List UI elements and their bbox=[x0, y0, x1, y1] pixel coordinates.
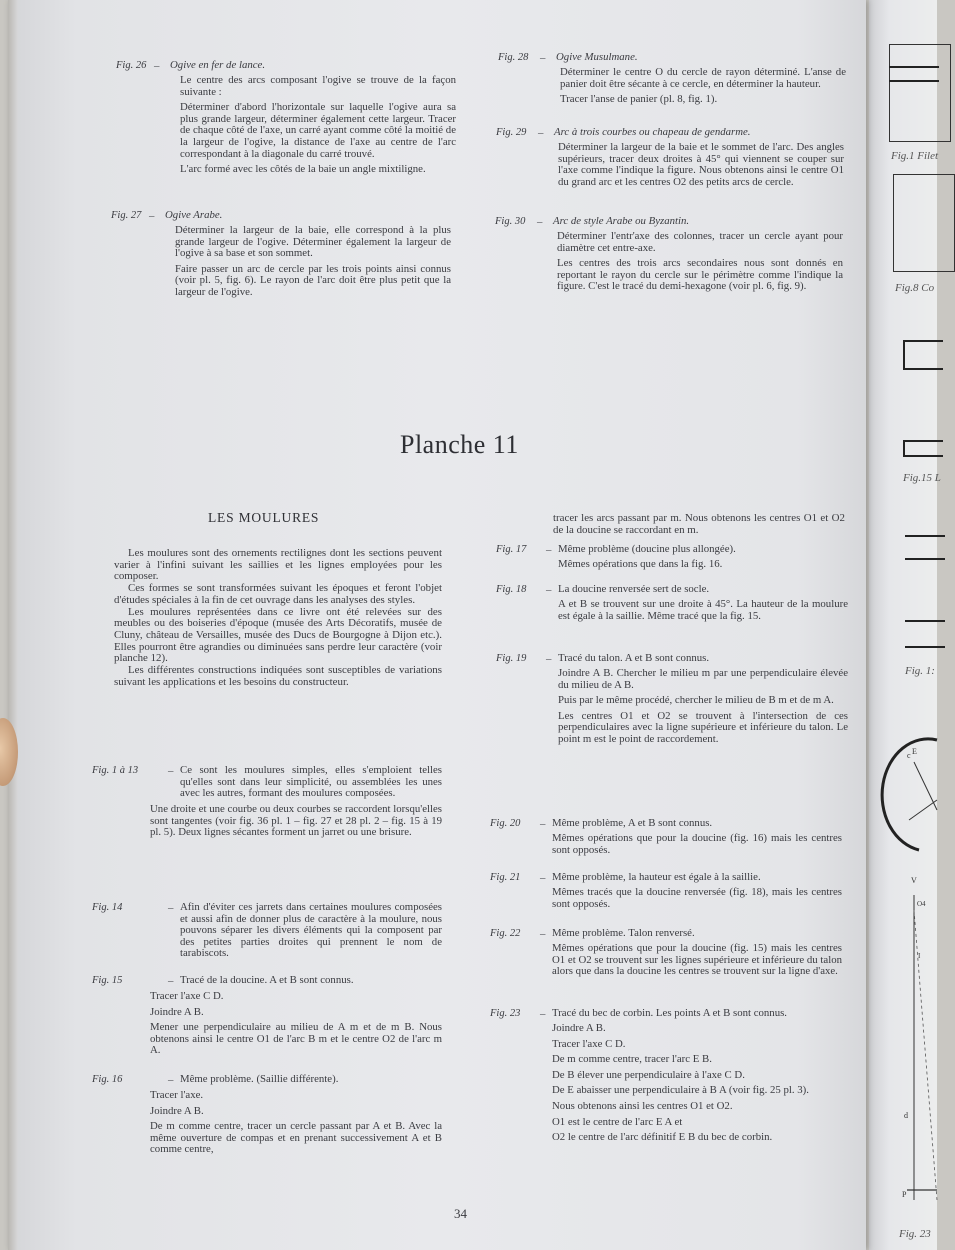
figure-label: Fig. 17 bbox=[496, 544, 527, 555]
figure-paragraph: O1 est le centre de l'arc E A et bbox=[552, 1115, 683, 1128]
figure-label: Fig. 22 bbox=[490, 928, 521, 939]
figure-body bbox=[558, 599, 848, 622]
figure-paragraph: Puis par le même procédé, chercher le milieu de B m et de m A. bbox=[558, 694, 834, 707]
neighbor-label: d bbox=[904, 1111, 908, 1120]
dash-separator: – bbox=[168, 902, 174, 914]
dash-separator: – bbox=[538, 127, 544, 139]
figure-label: Fig. 20 bbox=[490, 818, 521, 829]
book-page bbox=[8, 0, 866, 1250]
figure-label: Fig. 26 bbox=[116, 60, 147, 71]
dash-separator: – bbox=[540, 928, 546, 940]
figure-paragraph: De m comme centre, tracer l'arc E B. bbox=[552, 1053, 712, 1066]
dash-separator: – bbox=[154, 60, 160, 72]
figure-body bbox=[558, 559, 848, 571]
figure-paragraph: Nous obtenons ainsi les centres O1 et O2. bbox=[552, 1099, 733, 1112]
figure-title: La doucine renversée sert de socle. bbox=[558, 583, 710, 595]
figure-paragraph: Les centres O1 et O2 se trouvent à l'intersection de ces perpendiculaires avec la ligne supérieure et inférieure du talon. Le point m est le point de raccordement. bbox=[558, 709, 848, 745]
page-number: 34 bbox=[454, 1206, 467, 1221]
figure-paragraph: A et B se trouvent sur une droite à 45°. La hauteur de la moulure est égale à la saillie. Même tracé que la fig. 15. bbox=[558, 598, 848, 622]
figure-title: Ogive Musulmane. bbox=[556, 51, 638, 63]
figure-title: Arc de style Arabe ou Byzantin. bbox=[553, 215, 690, 227]
figure-paragraph: Tracer l'anse de panier (pl. 8, fig. 1). bbox=[560, 93, 718, 106]
figure-body bbox=[552, 943, 842, 978]
figure-paragraph: Le centre des arcs composant l'ogive se trouve de la façon suivante : bbox=[180, 74, 456, 98]
neighbor-construction-drawing bbox=[869, 700, 937, 1250]
neighbor-caption: Fig. 1: bbox=[905, 665, 935, 677]
figure-title: Tracé du bec de corbin. Les points A et B sont connus. bbox=[552, 1007, 788, 1019]
figure-body bbox=[552, 833, 842, 856]
figure-label: Fig. 23 bbox=[490, 1008, 521, 1019]
neighbor-caption: Fig. 23 bbox=[899, 1228, 931, 1240]
plate-title: Planche 11 bbox=[400, 430, 519, 459]
figure-label: Fig. 28 bbox=[498, 52, 529, 63]
adjacent-page bbox=[869, 0, 941, 1250]
neighbor-label: O4 bbox=[917, 900, 926, 908]
figure-body bbox=[560, 67, 846, 106]
figure-paragraph: Déterminer la largeur de la baie, elle correspond à la plus grande largeur de l'ogive. Déterminer également la largeur de l'ogive à sa base et son sommet. bbox=[175, 224, 451, 260]
neighbor-label: E bbox=[912, 747, 917, 756]
figure-body bbox=[150, 1090, 442, 1156]
figure-paragraph: Tracer l'axe C D. bbox=[150, 990, 224, 1002]
figure-paragraph: Mêmes opérations que pour la doucine (fig. 16) mais les centres sont opposés. bbox=[552, 832, 842, 856]
figure-label: Fig. 18 bbox=[496, 584, 527, 595]
figure-label: Fig. 1 à 13 bbox=[92, 765, 139, 776]
neighbor-caption: Fig.8 Co bbox=[895, 282, 935, 294]
dash-separator: – bbox=[546, 653, 552, 665]
neighbor-figure-1 bbox=[889, 44, 951, 142]
figure-label: Fig. 15 bbox=[92, 975, 123, 986]
figure-title: Ogive Arabe. bbox=[165, 209, 223, 221]
figure-title: Arc à trois courbes ou chapeau de gendarme. bbox=[554, 126, 751, 138]
neighbor-label: V bbox=[911, 876, 917, 885]
dash-separator: – bbox=[546, 544, 552, 556]
dash-separator: – bbox=[540, 1008, 546, 1020]
figure-paragraph: Mêmes tracés que la doucine renversée (fig. 18), mais les centres sont opposés. bbox=[552, 886, 842, 910]
figure-label: Fig. 27 bbox=[111, 210, 142, 221]
figure-paragraph: Déterminer d'abord l'horizontale sur laquelle l'ogive aura sa plus grande largeur, déterminer également cette largeur. Tracer de chaque côté de l'axe, un carré ayant comme côté la moitié de la largeur de l'ogive, la distance de l'axe au centre de l'arc correspondant à la diagonale du carré trouvé. bbox=[180, 101, 456, 160]
neighbor-label: P bbox=[902, 1190, 907, 1199]
intro-paragraph: Les moulures représentées dans ce livre ont été relevées sur des meubles ou des boiseries d'époque (musée des Arts Décoratifs, musée de Cluny, château de Versailles, musée des Ducs de Bourgogne à Dijon etc.). Elles pourront être agrandies ou diminuées sans perdre leur caractère (voir planche 12). bbox=[114, 605, 442, 665]
figure-paragraph: Joindre A B. bbox=[150, 1104, 204, 1117]
dash-separator: – bbox=[168, 765, 174, 777]
figure-paragraph: Joindre A B. bbox=[552, 1022, 606, 1034]
figure-label: Fig. 14 bbox=[92, 902, 123, 913]
figure-body bbox=[180, 75, 456, 176]
figure-paragraph: Joindre A B. bbox=[150, 1005, 204, 1018]
figure-title: Ogive en fer de lance. bbox=[170, 59, 266, 71]
page-gutter bbox=[8, 0, 18, 1250]
figure-paragraph: Mêmes opérations que dans la fig. 16. bbox=[558, 558, 723, 570]
figure-title: Tracé de la doucine. A et B sont connus. bbox=[180, 974, 354, 986]
figure-paragraph: De B élever une perpendiculaire à l'axe C D. bbox=[552, 1068, 745, 1081]
neighbor-caption: Fig.1 Filet bbox=[891, 150, 939, 162]
figure-title: Même problème, A et B sont connus. bbox=[552, 817, 713, 829]
continuation-text: tracer les arcs passant par m. Nous obtenons les centres O1 et O2 de la doucine se raccordant en m. bbox=[553, 512, 845, 536]
figure-paragraph: O2 le centre de l'arc définitif E B du bec de corbin. bbox=[552, 1131, 773, 1144]
figure-paragraph: Déterminer le centre O du cercle de rayon déterminé. L'anse de panier doit être sécante à ce cercle, en déterminer la hauteur. bbox=[560, 66, 846, 90]
figure-title: Même problème. Talon renversé. bbox=[552, 927, 695, 939]
figure-label: Fig. 16 bbox=[92, 1074, 123, 1085]
figure-body bbox=[557, 231, 843, 293]
dash-separator: – bbox=[168, 1074, 174, 1086]
intro-paragraph: Les moulures sont des ornements rectilignes dont les sections peuvent varier à l'infini suivant les saillies et les lignes employées pour les composer. bbox=[114, 547, 442, 583]
neighbor-label: I bbox=[918, 952, 921, 960]
figure-paragraph: Une droite et une courbe ou deux courbes se raccordent lorsqu'elles sont tangentes (voir fig. 36 pl. 1 – fig. 27 et 28 pl. 2 – fig. 15 à 19 pl. 5). Deux lignes sécantes forment un jarret ou une brisure. bbox=[150, 803, 442, 839]
figure-paragraph: Faire passer un arc de cercle par les trois points ainsi connus (voir pl. 5, fig. 6). Le rayon de l'arc doit être plus petit que la largeur de l'ogive. bbox=[175, 262, 451, 298]
figure-paragraph: Tracer l'axe C D. bbox=[552, 1037, 626, 1050]
dash-separator: – bbox=[168, 975, 174, 987]
intro-paragraph: Ces formes se sont transformées suivant les époques et feront l'objet d'études spéciales à la fin de cet ouvrage dans les analyses des styles. bbox=[114, 582, 442, 606]
section-title: LES MOULURES bbox=[208, 510, 320, 525]
figure-paragraph: Déterminer la largeur de la baie et le sommet de l'arc. Des angles supérieurs, tracer deux droites à 45° qui viennent se couper sur l'axe comme l'indique la figure. Nous obtenons ainsi le centre O1 du grand arc et les centres O2 des petits arcs de cercle. bbox=[558, 141, 844, 188]
figure-paragraph: De E abaisser une perpendiculaire à B A (voir fig. 25 pl. 3). bbox=[552, 1084, 809, 1097]
figure-body bbox=[175, 225, 451, 299]
dash-separator: – bbox=[546, 584, 552, 596]
figure-label: Fig. 29 bbox=[496, 127, 527, 138]
dash-separator: – bbox=[537, 216, 543, 228]
figure-paragraph: Déterminer l'entr'axe des colonnes, tracer un cercle ayant pour diamètre cet entre-axe. bbox=[557, 230, 843, 254]
figure-paragraph: De m comme centre, tracer un cercle passant par A et B. Avec la même ouverture de compas et en prenant successivement A et B comme centre, bbox=[150, 1120, 442, 1156]
figure-body bbox=[552, 1023, 842, 1144]
dash-separator: – bbox=[540, 52, 546, 64]
dash-separator: – bbox=[540, 872, 546, 884]
figure-body bbox=[150, 804, 442, 839]
figure-title: Même problème. (Saillie différente). bbox=[180, 1073, 339, 1085]
figure-paragraph: Tracer l'axe. bbox=[150, 1089, 204, 1101]
figure-title: Ce sont les moulures simples, elles s'emploient telles qu'elles sont dans leur simplicité, ou assemblées les unes avec les autres, formant des moulures composées. bbox=[180, 764, 442, 800]
figure-body bbox=[558, 668, 848, 746]
neighbor-figure-2 bbox=[893, 174, 955, 272]
figure-paragraph: Mener une perpendiculaire au milieu de A m et de m B. Nous obtenons ainsi le centre O1 de l'arc B m et le centre O2 de l'arc m A. bbox=[150, 1021, 442, 1057]
right-column-continuation bbox=[553, 513, 845, 536]
neighbor-caption: Fig.15 L bbox=[903, 472, 941, 484]
figure-paragraph: Mêmes opérations que pour la doucine (fig. 15) mais les centres O1 et O2 se trouvent sur les lignes supérieure et inférieure du talon alors que dans la doucine les centres se trouvent sur la ligne d'axe. bbox=[552, 942, 842, 978]
intro-text bbox=[114, 548, 442, 688]
neighbor-label: c bbox=[907, 751, 911, 760]
figure-body bbox=[150, 991, 442, 1057]
figure-label: Fig. 19 bbox=[496, 653, 527, 664]
figure-title: Même problème, la hauteur est égale à la saillie. bbox=[552, 871, 761, 883]
figure-paragraph: L'arc formé avec les côtés de la baie un angle mixtiligne. bbox=[180, 163, 426, 176]
figure-paragraph: Les centres des trois arcs secondaires nous sont donnés en reportant le rayon du cercle sur le périmètre comme l'indique la figure. C'est le tracé du demi-hexagone (voir pl. 6, fig. 9). bbox=[557, 257, 843, 293]
figure-title: Afin d'éviter ces jarrets dans certaines moulures composées et aussi afin de donner plus de caractère à la moulure, nous pouvons séparer les divers éléments qui la composent par des petites parties droites qui prennent le nom de tarabiscots. bbox=[180, 901, 442, 960]
figure-title: Même problème (doucine plus allongée). bbox=[558, 543, 736, 555]
figure-title: Tracé du talon. A et B sont connus. bbox=[558, 652, 710, 664]
dash-separator: – bbox=[540, 818, 546, 830]
figure-label: Fig. 21 bbox=[490, 872, 521, 883]
intro-paragraph: Les différentes constructions indiquées sont susceptibles de variations suivant les applications et les besoins du constructeur. bbox=[114, 664, 442, 688]
figure-label: Fig. 30 bbox=[495, 216, 526, 227]
figure-body bbox=[558, 142, 844, 188]
figure-body bbox=[552, 887, 842, 910]
figure-paragraph: Joindre A B. Chercher le milieu m par une perpendiculaire élevée du milieu de A B. bbox=[558, 667, 848, 691]
dash-separator: – bbox=[149, 210, 155, 222]
